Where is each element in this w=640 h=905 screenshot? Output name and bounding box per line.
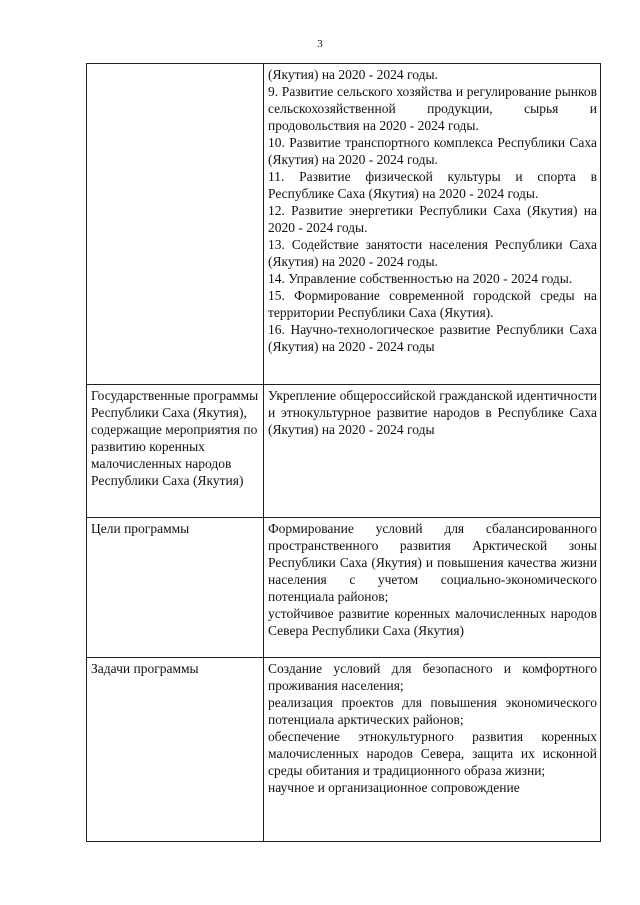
list-item: Формирование условий для сбалансированного пространственного развития Арктической зоны Республики Саха (Якутия) и повышения качества жизни населения с учетом социально-экономического потенциала районов; [268,521,597,604]
row-label-goals: Цели программы [87,518,264,658]
table-row-state-programs [87,385,601,518]
row-label-state-programs: Государственные программы Республики Саха (Якутия), содержащие мероприятия по развитию коренных малочисленных народов Республики Саха (Якутия) [87,385,264,518]
goals-cell [264,518,601,658]
row-label-tasks: Задачи программы [87,658,264,842]
table-row-goals [87,518,601,658]
table-row-subprograms [87,64,601,385]
list-item: (Якутия) на 2020 - 2024 годы. [268,67,438,82]
list-item: 15. Формирование современной городской среды на территории Республики Саха (Якутия). [268,288,597,320]
list-item: 13. Содействие занятости населения Республики Саха (Якутия) на 2020 - 2024 годы. [268,237,597,269]
list-item: 9. Развитие сельского хозяйства и регулирование рынков сельскохозяйственной продукции, сырья и продовольствия на 2020 - 2024 годы. [268,84,597,133]
list-item: научное и организационное сопровождение [268,780,520,795]
list-item: Создание условий для безопасного и комфортного проживания населения; [268,661,597,693]
list-item: 12. Развитие энергетики Республики Саха (Якутия) на 2020 - 2024 годы. [268,203,597,235]
table-row-tasks [87,658,601,842]
list-item: 16. Научно-технологическое развитие Республики Саха (Якутия) на 2020 - 2024 годы [268,322,597,354]
state-programs-value: Укрепление общероссийской гражданской идентичности и этнокультурное развитие народов в Республике Саха (Якутия) на 2020 - 2024 годы [264,385,601,518]
program-passport-table [86,63,601,842]
list-item: 11. Развитие физической культуры и спорта в Республике Саха (Якутия) на 2020 - 2024 годы. [268,169,597,201]
row-label-subprograms [87,64,264,385]
list-item: обеспечение этнокультурного развития коренных малочисленных народов Севера, защита их исконной среды обитания и традиционного образа жизни; [268,729,597,778]
list-item: устойчивое развитие коренных малочисленных народов Севера Республики Саха (Якутия) [268,606,597,638]
list-item: 14. Управление собственностью на 2020 - 2024 годы. [268,271,573,286]
list-item: реализация проектов для повышения экономического потенциала арктических районов; [268,695,597,727]
subprograms-list-cell [264,64,601,385]
list-item: 10. Развитие транспортного комплекса Республики Саха (Якутия) на 2020 - 2024 годы. [268,135,597,167]
page-number: 3 [317,38,323,50]
tasks-cell [264,658,601,842]
